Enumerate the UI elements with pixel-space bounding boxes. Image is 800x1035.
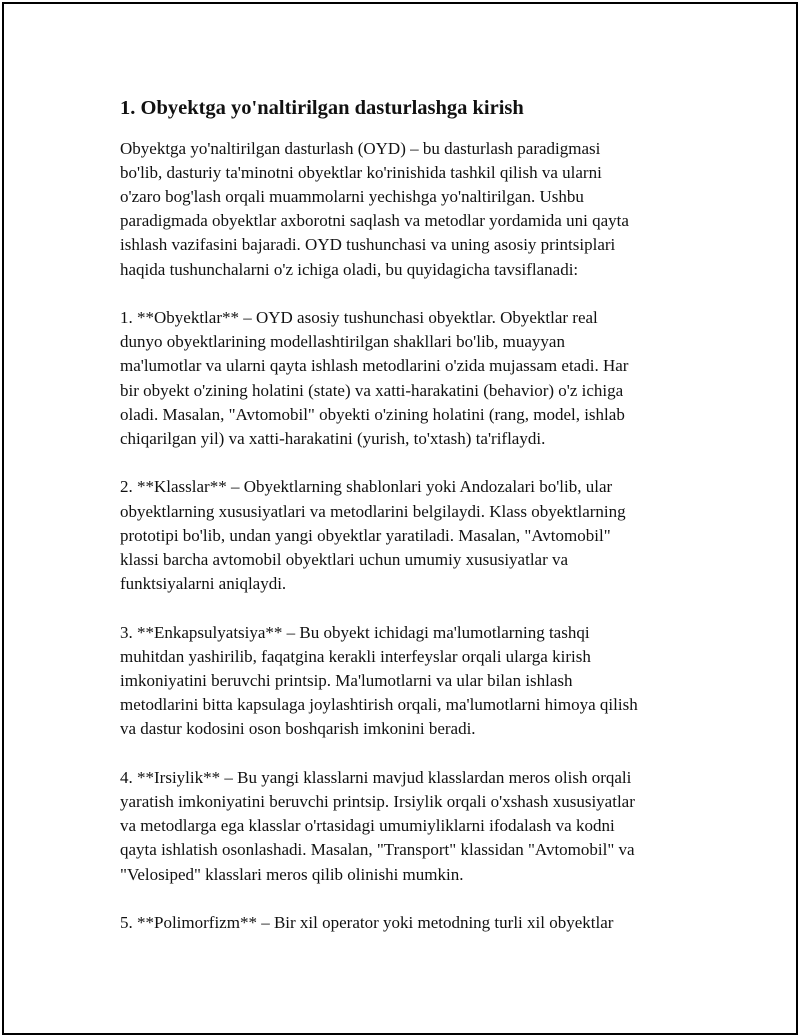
text-line: obyektlarning xususiyatlari va metodlarini belgilaydi. Klass obyektlarning <box>120 501 626 521</box>
paragraph <box>120 475 700 596</box>
text-line: klassi barcha avtomobil obyektlari uchun umumiy xususiyatlar va <box>120 550 569 570</box>
text-line: muhitdan yashirilib, faqatgina kerakli interfeyslar orqali ularga kirish <box>120 646 591 666</box>
text-line: o'zaro bog'lash orqali muammolarni yechishga yo'naltirilgan. Ushbu <box>120 187 584 206</box>
paragraph <box>120 137 700 282</box>
text-line: imkoniyatini beruvchi printsip. Ma'lumotlarni va ular bilan ishlash <box>120 671 573 691</box>
text-line: yaratish imkoniyatini beruvchi printsip. Irsiylik orqali o'xshash xususiyatlar <box>120 792 635 812</box>
paragraph <box>120 306 700 451</box>
text-line: paradigmada obyektlar axborotni saqlash va metodlar yordamida uni qayta <box>120 211 629 231</box>
text-line: 3. **Enkapsulyatsiya** – Bu obyekt ichidagi ma'lumotlarning tashqi <box>120 622 590 642</box>
text-line: 2. **Klasslar** – Obyektlarning shablonlari yoki Andozalari bo'lib, ular <box>120 477 613 497</box>
text-line: va dastur kodosini oson boshqarish imkonini beradi. <box>120 719 476 739</box>
page-frame <box>2 2 798 1035</box>
paragraph <box>120 911 700 935</box>
text-line: dunyo obyektlarining modellashtirilgan shakllari bo'lib, muayyan <box>120 332 565 352</box>
paragraph-list <box>120 137 700 936</box>
text-line: 4. **Irsiylik** – Bu yangi klasslarni mavjud klasslardan meros olish orqali <box>120 767 632 787</box>
text-line: ma'lumotlar va ularni qayta ishlash metodlarini o'zida mujassam etadi. Har <box>120 356 629 376</box>
text-line: bo'lib, dasturiy ta'minotni obyektlar ko'rinishida tashkil qilish va ularni <box>120 162 602 182</box>
text-line: qayta ishlatish osonlashadi. Masalan, "Transport" klassidan "Avtomobil" va <box>120 840 635 860</box>
text-line: funktsiyalarni aniqlaydi. <box>120 574 287 594</box>
text-line: 5. **Polimorfizm** – Bir xil operator yoki metodning turli xil obyektlar <box>120 913 614 933</box>
text-line: bir obyekt o'zining holatini (state) va xatti-harakatini (behavior) o'z ichiga <box>120 380 624 400</box>
paragraph <box>120 621 700 742</box>
text-line: oladi. Masalan, "Avtomobil" obyekti o'zining holatini (rang, model, ishlab <box>120 404 625 424</box>
text-line: metodlarini bitta kapsulaga joylashtirish orqali, ma'lumotlarni himoya qilish <box>120 695 638 715</box>
document-body <box>120 96 700 959</box>
text-line: va metodlarga ega klasslar o'rtasidagi umumiyliklarni ifodalash va kodni <box>120 816 615 836</box>
text-line: 1. **Obyektlar** – OYD asosiy tushunchasi obyektlar. Obyektlar real <box>120 308 598 327</box>
text-line: chiqarilgan yil) va xatti-harakatini (yurish, to'xtash) ta'riflaydi. <box>120 429 546 449</box>
text-line: haqida tushunchalarni o'z ichiga oladi, bu quyidagicha tavsiflanadi: <box>120 259 579 279</box>
text-line: prototipi bo'lib, undan yangi obyektlar yaratiladi. Masalan, "Avtomobil" <box>120 525 611 545</box>
document-title: 1. Obyektga yo'naltirilgan dasturlashga kirish <box>120 97 524 119</box>
text-line: "Velosiped" klasslari meros qilib olinishi mumkin. <box>120 864 464 884</box>
text-line: Obyektga yo'naltirilgan dasturlash (OYD) – bu dasturlash paradigmasi <box>120 138 601 158</box>
paragraph <box>120 766 700 887</box>
text-line: ishlash vazifasini bajaradi. OYD tushunchasi va uning asosiy printsiplari <box>120 235 616 255</box>
